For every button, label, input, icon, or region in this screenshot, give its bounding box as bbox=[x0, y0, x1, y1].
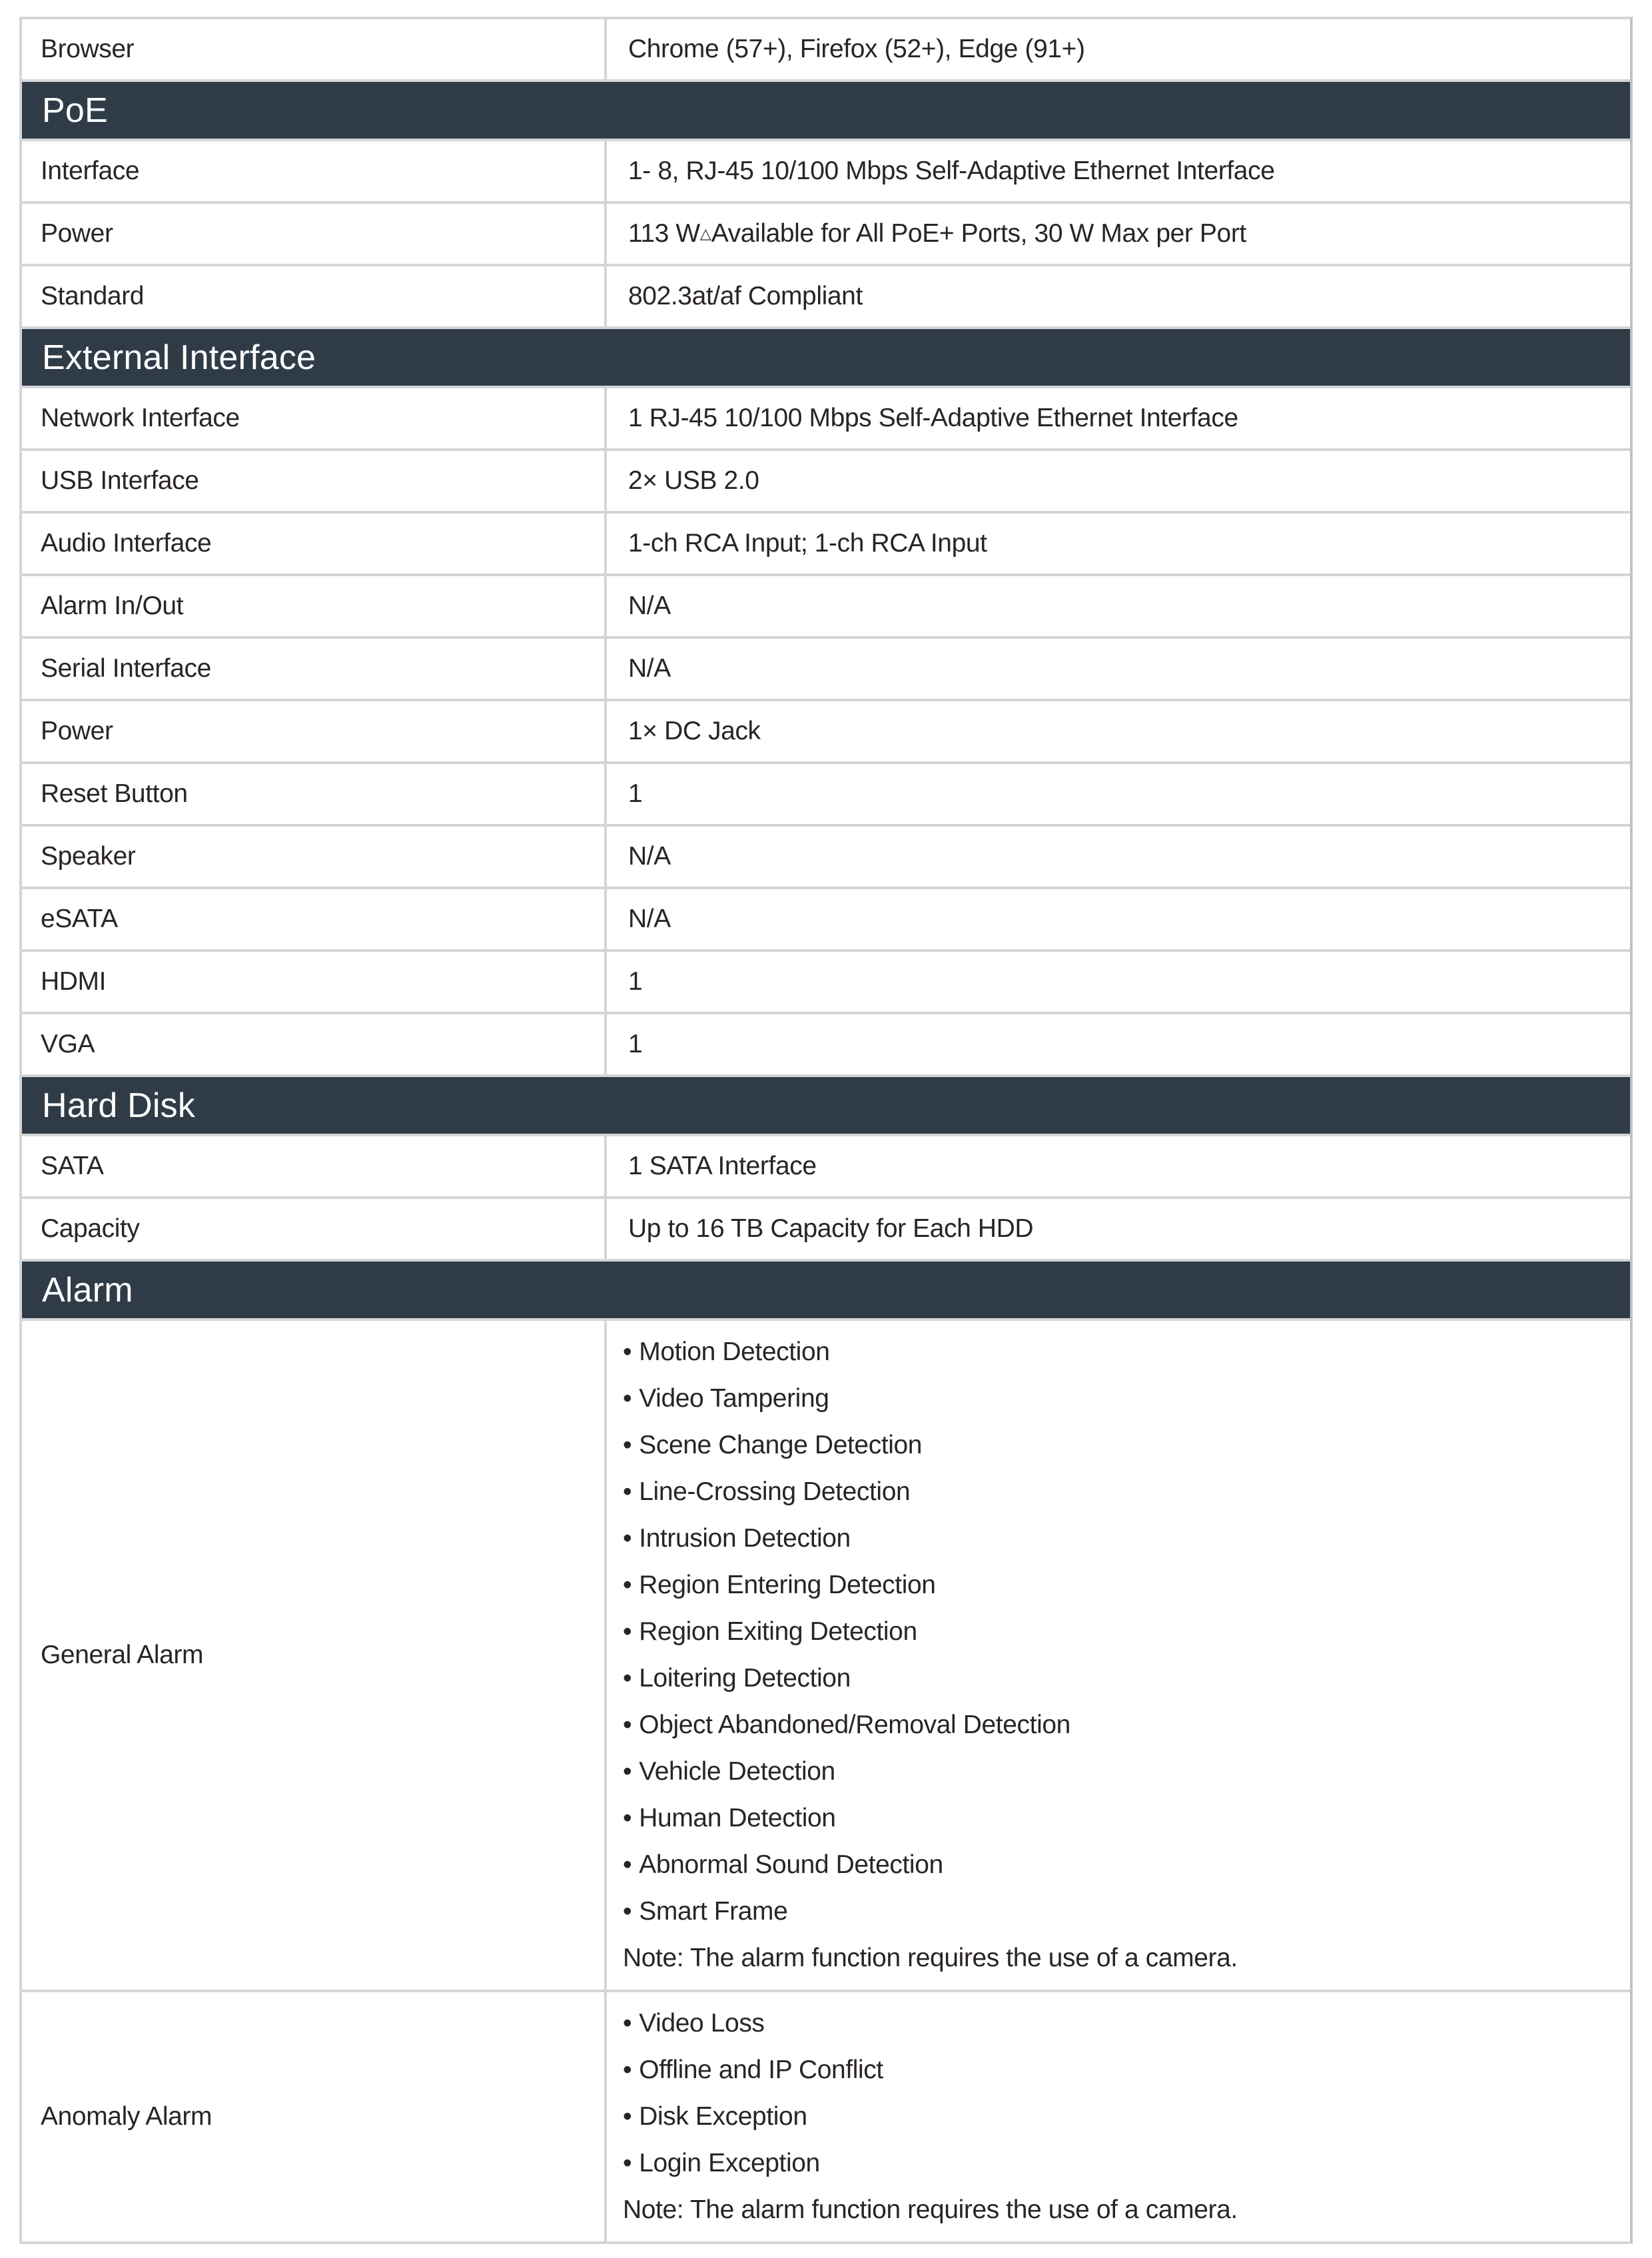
spec-row-value: Chrome (57+), Firefox (52+), Edge (91+) bbox=[607, 19, 1630, 79]
spec-row-label: USB Interface bbox=[22, 451, 604, 511]
spec-row-label: General Alarm bbox=[22, 1321, 604, 1990]
alarm-bullet-item: • Smart Frame bbox=[623, 1888, 1614, 1935]
anomaly-alarm-note: Note: The alarm function requires the use of a camera. bbox=[623, 2195, 1238, 2224]
spec-row-label: Power bbox=[22, 701, 604, 761]
spec-row-audio-interface bbox=[22, 514, 1630, 573]
spec-row-label: Browser bbox=[22, 19, 604, 79]
spec-row-label: Network Interface bbox=[22, 388, 604, 448]
spec-row-anomaly-alarm bbox=[22, 1992, 1630, 2241]
spec-row-poe-standard bbox=[22, 266, 1630, 326]
spec-row-value: 1-ch RCA Input; 1-ch RCA Input bbox=[607, 514, 1630, 573]
alarm-bullet-item: • Vehicle Detection bbox=[623, 1748, 1614, 1795]
spec-row-usb-interface bbox=[22, 451, 1630, 511]
spec-row-label: Speaker bbox=[22, 827, 604, 887]
section-header-hard-disk bbox=[22, 1077, 1630, 1134]
spec-row-value bbox=[607, 1992, 1630, 2241]
spec-row-label: SATA bbox=[22, 1136, 604, 1196]
spec-row-poe-power bbox=[22, 204, 1630, 264]
alarm-bullet-item: • Login Exception bbox=[623, 2140, 1614, 2187]
spec-row-reset-button bbox=[22, 764, 1630, 824]
spec-row-value: 2× USB 2.0 bbox=[607, 451, 1630, 511]
spec-row-value: N/A bbox=[607, 827, 1630, 887]
alarm-bullet-item: • Offline and IP Conflict bbox=[623, 2047, 1614, 2093]
spec-row-capacity bbox=[22, 1199, 1630, 1259]
section-title: PoE bbox=[22, 82, 1630, 139]
section-header-poe bbox=[22, 82, 1630, 139]
spec-row-value: Up to 16 TB Capacity for Each HDD bbox=[607, 1199, 1630, 1259]
section-header-alarm bbox=[22, 1262, 1630, 1318]
alarm-bullet-item: • Disk Exception bbox=[623, 2093, 1614, 2140]
general-alarm-bullet-list bbox=[623, 1329, 1614, 1935]
spec-row-sata bbox=[22, 1136, 1630, 1196]
spec-row-value: 1 bbox=[607, 764, 1630, 824]
spec-row-vga bbox=[22, 1014, 1630, 1074]
alarm-bullet-item: • Intrusion Detection bbox=[623, 1515, 1614, 1562]
spec-row-label: Standard bbox=[22, 266, 604, 326]
section-header-external-interface bbox=[22, 329, 1630, 386]
power-value-text: 113 W bbox=[628, 219, 700, 248]
spec-row-label: Alarm In/Out bbox=[22, 576, 604, 636]
spec-row-network-interface bbox=[22, 388, 1630, 448]
spec-table bbox=[19, 17, 1633, 2244]
alarm-bullet-item: • Region Entering Detection bbox=[623, 1562, 1614, 1609]
spec-row-poe-interface bbox=[22, 141, 1630, 201]
spec-row-label: Reset Button bbox=[22, 764, 604, 824]
spec-row-alarm-in-out bbox=[22, 576, 1630, 636]
spec-row-label: Capacity bbox=[22, 1199, 604, 1259]
spec-row-label: Power bbox=[22, 204, 604, 264]
spec-row-value: 1- 8, RJ-45 10/100 Mbps Self-Adaptive Ethernet Interface bbox=[607, 141, 1630, 201]
spec-row-value: N/A bbox=[607, 889, 1630, 949]
section-title: Alarm bbox=[22, 1262, 1630, 1318]
alarm-bullet-item: • Region Exiting Detection bbox=[623, 1609, 1614, 1655]
spec-row-value: 1× DC Jack bbox=[607, 701, 1630, 761]
spec-row-general-alarm bbox=[22, 1321, 1630, 1990]
spec-row-label: Audio Interface bbox=[22, 514, 604, 573]
section-title: Hard Disk bbox=[22, 1077, 1630, 1134]
spec-row-label: HDMI bbox=[22, 952, 604, 1012]
spec-row-label: Serial Interface bbox=[22, 639, 604, 699]
spec-row-value: 802.3at/af Compliant bbox=[607, 266, 1630, 326]
spec-row-speaker bbox=[22, 827, 1630, 887]
alarm-bullet-item: • Object Abandoned/Removal Detection bbox=[623, 1702, 1614, 1748]
spec-row-power bbox=[22, 701, 1630, 761]
section-title: External Interface bbox=[22, 329, 1630, 386]
spec-row-value: 1 bbox=[607, 952, 1630, 1012]
spec-row-value: N/A bbox=[607, 576, 1630, 636]
anomaly-alarm-bullet-list bbox=[623, 2000, 1614, 2187]
alarm-bullet-item: • Line-Crossing Detection bbox=[623, 1469, 1614, 1515]
alarm-bullet-item: • Motion Detection bbox=[623, 1329, 1614, 1375]
spec-row-label: eSATA bbox=[22, 889, 604, 949]
spec-row-value bbox=[607, 1321, 1630, 1990]
spec-row-hdmi bbox=[22, 952, 1630, 1012]
spec-row-label: VGA bbox=[22, 1014, 604, 1074]
spec-row-label: Interface bbox=[22, 141, 604, 201]
alarm-bullet-item: • Scene Change Detection bbox=[623, 1422, 1614, 1469]
alarm-bullet-item: • Video Tampering bbox=[623, 1375, 1614, 1422]
spec-row-value: 1 bbox=[607, 1014, 1630, 1074]
spec-row-value: 113 W △ Available for All PoE+ Ports, 30 W Max per Port bbox=[607, 204, 1630, 264]
spec-row-browser bbox=[22, 19, 1630, 79]
spec-row-serial-interface bbox=[22, 639, 1630, 699]
alarm-bullet-item: • Video Loss bbox=[623, 2000, 1614, 2047]
alarm-bullet-item: • Abnormal Sound Detection bbox=[623, 1842, 1614, 1888]
power-value-text: Available for All PoE+ Ports, 30 W Max per Port bbox=[711, 219, 1246, 248]
spec-row-value: 1 RJ-45 10/100 Mbps Self-Adaptive Ethernet Interface bbox=[607, 388, 1630, 448]
alarm-bullet-item: • Loitering Detection bbox=[623, 1655, 1614, 1702]
spec-row-label: Anomaly Alarm bbox=[22, 1992, 604, 2241]
spec-row-esata bbox=[22, 889, 1630, 949]
spec-row-value: 1 SATA Interface bbox=[607, 1136, 1630, 1196]
spec-row-value: N/A bbox=[607, 639, 1630, 699]
general-alarm-note: Note: The alarm function requires the use of a camera. bbox=[623, 1944, 1238, 1972]
alarm-bullet-item: • Human Detection bbox=[623, 1795, 1614, 1842]
